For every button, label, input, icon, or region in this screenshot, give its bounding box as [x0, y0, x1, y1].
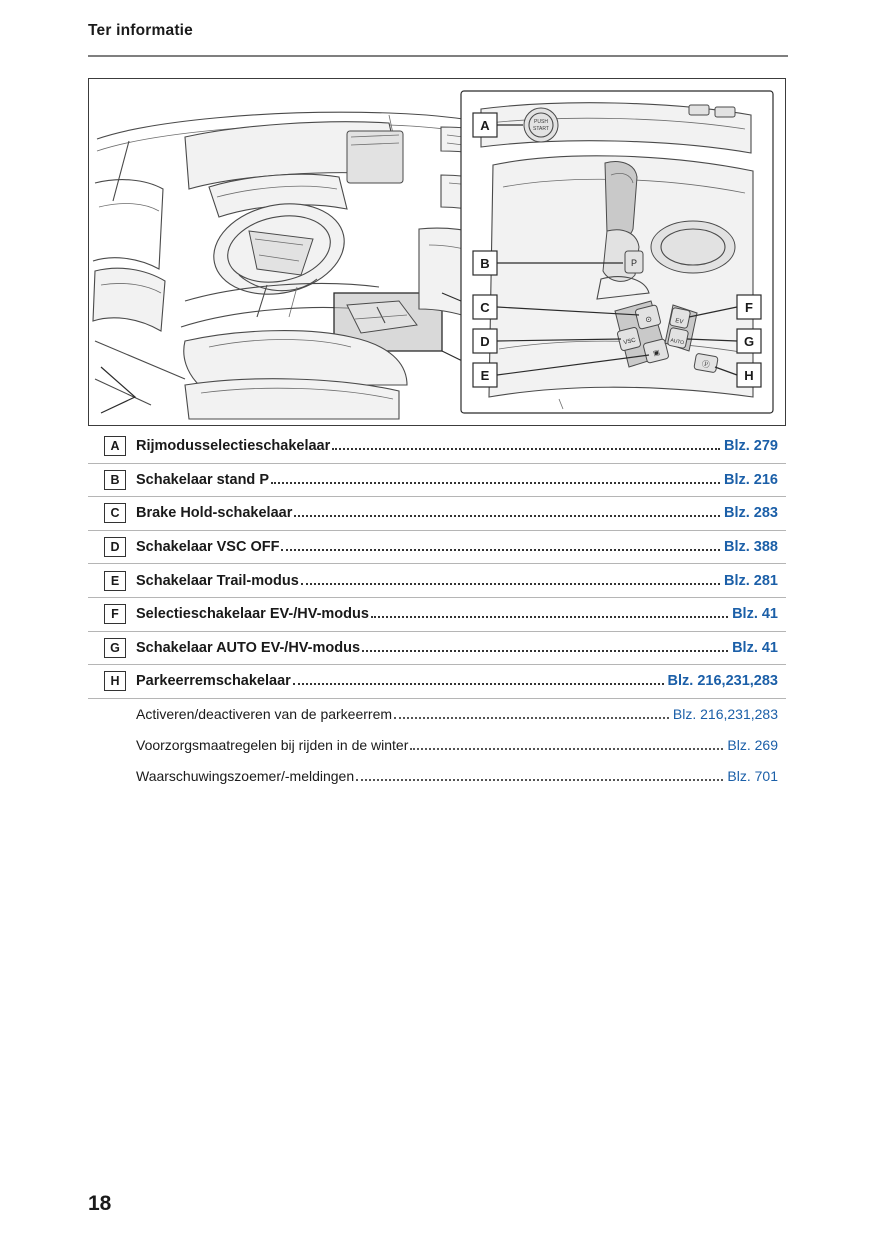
row-label: Rijmodusselectieschakelaar: [136, 438, 331, 455]
row-page-ref[interactable]: Blz. 281: [724, 572, 778, 589]
row-tag: B: [104, 470, 126, 490]
subrow-label: Activeren/deactiveren van de parkeerrem: [136, 706, 393, 723]
page-header: [88, 22, 788, 40]
row-label: Schakelaar AUTO EV-/HV-modus: [136, 639, 361, 656]
callout-a-label: A: [480, 118, 490, 133]
row-page-ref[interactable]: Blz. 388: [724, 539, 778, 556]
leader-dots: [293, 682, 664, 685]
leader-dots: [281, 548, 720, 551]
page-number: 18: [88, 1192, 112, 1215]
table-row[interactable]: [88, 598, 786, 632]
subrow-page-ref[interactable]: Blz. 216,231,283: [672, 706, 778, 723]
vehicle-interior-diagram: [89, 79, 785, 425]
row-label: Schakelaar VSC OFF: [136, 539, 280, 556]
row-entry: [136, 606, 786, 622]
leader-dots: [271, 481, 720, 484]
list-item[interactable]: [88, 730, 786, 761]
row-entry: [136, 438, 786, 454]
row-label: Schakelaar Trail-modus: [136, 572, 299, 589]
row-label: Brake Hold-schakelaar: [136, 505, 293, 522]
subrow-label: Voorzorgsmaatregelen bij rijden in de winter: [136, 737, 409, 754]
row-tag: H: [104, 671, 126, 691]
p-switch: [625, 251, 643, 273]
row-entry: [136, 539, 786, 555]
row-tag: D: [104, 537, 126, 557]
svg-text:P: P: [630, 258, 638, 268]
row-page-ref[interactable]: Blz. 41: [732, 639, 778, 656]
svg-text:AUTO: AUTO: [669, 337, 685, 347]
table-row[interactable]: [88, 497, 786, 531]
row-tag: F: [104, 604, 126, 624]
row-tag: C: [104, 503, 126, 523]
callout-d-label: D: [480, 334, 490, 349]
row-tag: G: [104, 638, 126, 658]
subrow-entry: [88, 768, 786, 784]
list-item[interactable]: [88, 699, 786, 730]
table-row[interactable]: [88, 464, 786, 498]
header-divider: [88, 55, 788, 57]
table-row[interactable]: [88, 665, 786, 699]
auto-ev-hv-mode-switch: [667, 327, 688, 348]
leader-dots: [332, 447, 720, 450]
power-switch: [524, 108, 558, 142]
callout-g-label: G: [743, 334, 755, 349]
row-entry: [136, 673, 786, 689]
row-entry: [136, 573, 786, 589]
subrow-label: Waarschuwingszoemer/-meldingen: [136, 768, 355, 785]
row-entry: [136, 640, 786, 656]
row-label: Schakelaar stand P: [136, 471, 269, 488]
callout-f-label: F: [745, 300, 753, 315]
svg-text:VSC: VSC: [623, 337, 637, 347]
row-label: Selectieschakelaar EV-/HV-modus: [136, 606, 369, 623]
row-tag: A: [104, 436, 126, 456]
svg-text:PUSH: PUSH: [534, 119, 548, 125]
leader-dots: [394, 716, 669, 719]
reference-index: [88, 430, 786, 792]
table-row[interactable]: [88, 564, 786, 598]
svg-text:⊙: ⊙: [644, 314, 653, 325]
list-item[interactable]: [88, 761, 786, 792]
leader-dots: [294, 514, 720, 517]
table-row[interactable]: [88, 430, 786, 464]
subrow-page-ref[interactable]: Blz. 269: [727, 737, 778, 754]
row-entry: [136, 472, 786, 488]
table-row[interactable]: [88, 531, 786, 565]
figure-illustration: [88, 78, 786, 426]
callout-c-label: C: [480, 300, 490, 315]
svg-text:START: START: [533, 126, 549, 132]
row-page-ref[interactable]: Blz. 41: [732, 606, 778, 623]
callout-b-label: B: [480, 256, 490, 271]
row-label: Parkeerremschakelaar: [136, 673, 291, 690]
row-page-ref[interactable]: Blz. 216: [724, 471, 778, 488]
svg-text:EV: EV: [674, 318, 684, 326]
subrow-entry: [88, 737, 786, 753]
row-page-ref[interactable]: Blz. 216,231,283: [667, 673, 778, 690]
leader-dots: [301, 582, 720, 585]
row-entry: [136, 505, 786, 521]
row-page-ref[interactable]: Blz. 279: [724, 438, 778, 455]
leader-dots: [371, 615, 728, 618]
row-page-ref[interactable]: Blz. 283: [724, 505, 778, 522]
callout-h-label: H: [744, 368, 754, 383]
svg-text:▣: ▣: [652, 349, 661, 358]
subrow-page-ref[interactable]: Blz. 701: [727, 768, 778, 785]
subrow-entry: [88, 706, 786, 722]
table-row[interactable]: [88, 632, 786, 666]
leader-dots: [362, 649, 728, 652]
svg-text:Ⓟ: Ⓟ: [701, 359, 711, 370]
row-tag: E: [104, 571, 126, 591]
page-title: Ter informatie: [88, 22, 194, 39]
parking-brake-switch: [694, 353, 718, 373]
leader-dots: [356, 778, 723, 781]
leader-dots: [410, 747, 723, 750]
ev-hv-mode-switch: [669, 307, 690, 328]
console-closeup-inset: [461, 91, 773, 413]
callout-e-label: E: [480, 368, 490, 383]
